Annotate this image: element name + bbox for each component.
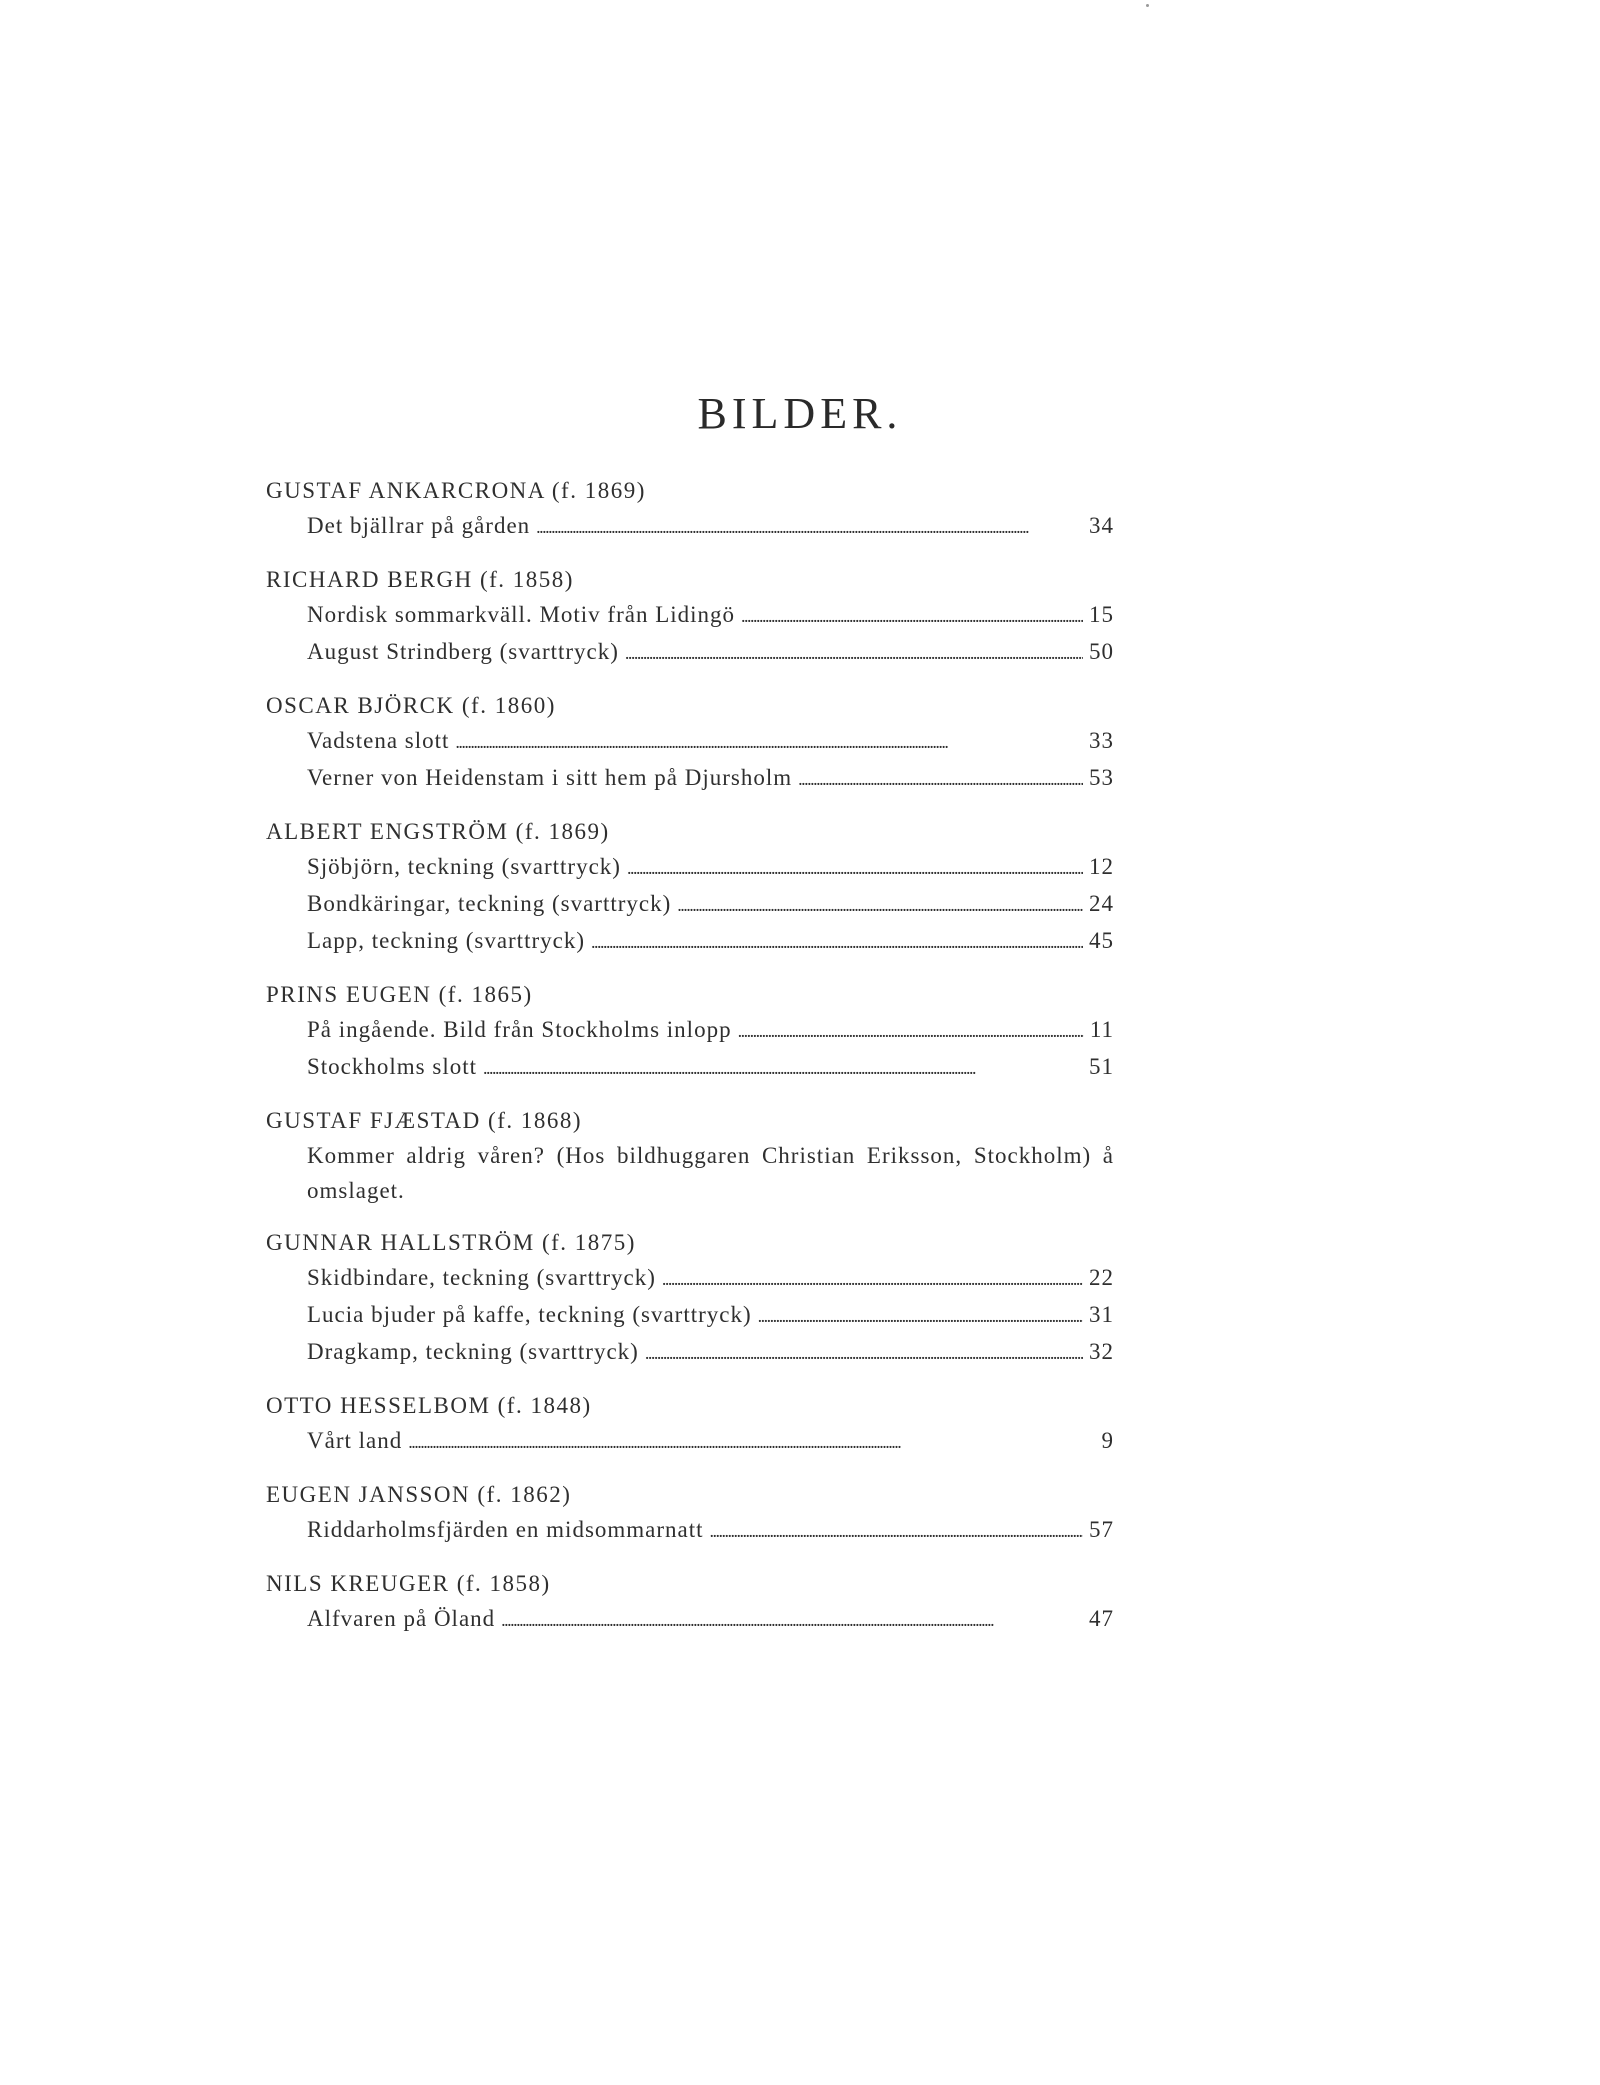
dot-leader	[645, 1334, 1083, 1371]
page-number: 45	[1089, 928, 1114, 953]
page-number: 22	[1089, 1265, 1114, 1290]
dot-leader	[591, 923, 1083, 960]
entry-note: Kommer aldrig våren? (Hos bildhuggaren Christian Eriksson, Stockholm) å omslaget.	[307, 1143, 1114, 1203]
entry-title: Bondkäringar, teckning (svarttryck)	[307, 891, 672, 916]
entry-title: Nordisk sommarkväll. Motiv från Lidingö	[307, 602, 736, 627]
section-hallstrom	[266, 1225, 1114, 1371]
entry-title: Sjöbjörn, teckning (svarttryck)	[307, 854, 621, 879]
page-number: 12	[1089, 854, 1114, 879]
list-item	[266, 1334, 1114, 1371]
artist-heading: NILS KREUGER (f. 1858)	[266, 1571, 551, 1596]
entry-title: Riddarholmsfjärden en midsommarnatt	[307, 1517, 704, 1542]
entry-title: Vadstena slott	[307, 728, 450, 753]
page-number: 11	[1089, 1017, 1114, 1042]
list-item	[266, 1423, 1114, 1460]
list-item	[266, 1297, 1114, 1334]
page-number: 15	[1089, 602, 1114, 627]
page-title: BILDER.	[697, 389, 903, 438]
artist-heading: GUSTAF FJÆSTAD (f. 1868)	[266, 1108, 583, 1133]
entry-title: Lucia bjuder på kaffe, teckning (svarttryck)	[307, 1302, 752, 1327]
entry-title: Stockholms slott	[307, 1054, 477, 1079]
page-number: 51	[1089, 1054, 1114, 1079]
entry-title: Lapp, teckning (svarttryck)	[307, 928, 585, 953]
list-item	[266, 723, 1114, 760]
list-item	[266, 597, 1114, 634]
list-item	[266, 1512, 1114, 1549]
dot-leader	[536, 508, 1083, 545]
section-hesselbom	[266, 1388, 1114, 1460]
dot-leader	[662, 1260, 1083, 1297]
dot-leader	[625, 634, 1083, 671]
page-number: 47	[1089, 1606, 1114, 1631]
section-prins-eugen	[266, 977, 1114, 1086]
page-number: 24	[1089, 891, 1114, 916]
entry-title: På ingående. Bild från Stockholms inlopp	[307, 1017, 732, 1042]
list-item	[266, 1260, 1114, 1297]
dot-leader	[677, 886, 1083, 923]
page-number: 32	[1089, 1339, 1114, 1364]
section-bjorck	[266, 688, 1114, 797]
page-number: 33	[1089, 728, 1114, 753]
dot-leader	[501, 1601, 1083, 1638]
list-item	[266, 923, 1114, 960]
dot-leader	[741, 597, 1083, 634]
artist-heading: ALBERT ENGSTRÖM (f. 1869)	[266, 819, 610, 844]
list-item	[266, 886, 1114, 923]
list-item	[266, 508, 1114, 545]
list-item	[266, 1012, 1114, 1049]
entry-title: Skidbindare, teckning (svarttryck)	[307, 1265, 656, 1290]
paper-speck	[1146, 4, 1149, 7]
section-bergh	[266, 562, 1114, 671]
list-item	[266, 1601, 1114, 1638]
dot-leader	[408, 1423, 1084, 1460]
artist-heading: OTTO HESSELBOM (f. 1848)	[266, 1393, 592, 1418]
entry-title: Alfvaren på Öland	[307, 1606, 496, 1631]
artist-heading: OSCAR BJÖRCK (f. 1860)	[266, 693, 556, 718]
list-item	[266, 760, 1114, 797]
dot-leader	[483, 1049, 1083, 1086]
page-number: 34	[1089, 513, 1114, 538]
artist-heading: GUNNAR HALLSTRÖM (f. 1875)	[266, 1230, 636, 1255]
artist-heading: RICHARD BERGH (f. 1858)	[266, 567, 574, 592]
dot-leader	[710, 1512, 1083, 1549]
dot-leader	[798, 760, 1083, 797]
entry-title: Det bjällrar på gården	[307, 513, 531, 538]
page-number: 57	[1089, 1517, 1114, 1542]
section-engstrom	[266, 814, 1114, 960]
section-fjaestad	[266, 1103, 1114, 1208]
page-number: 53	[1089, 765, 1114, 790]
artist-heading: PRINS EUGEN (f. 1865)	[266, 982, 533, 1007]
entry-title: Dragkamp, teckning (svarttryck)	[307, 1339, 639, 1364]
page-number: 9	[1101, 1428, 1114, 1453]
dot-leader	[455, 723, 1083, 760]
section-ankarcrona	[266, 473, 1114, 545]
artist-heading: GUSTAF ANKARCRONA (f. 1869)	[266, 478, 646, 503]
page-number: 31	[1089, 1302, 1114, 1327]
list-item	[266, 634, 1114, 671]
page-number: 50	[1089, 639, 1114, 664]
illustration-index	[266, 473, 1114, 1655]
section-jansson	[266, 1477, 1114, 1549]
entry-title: Verner von Heidenstam i sitt hem på Djursholm	[307, 765, 793, 790]
entry-title: August Strindberg (svarttryck)	[307, 639, 619, 664]
dot-leader	[738, 1012, 1084, 1049]
entry-title: Vårt land	[307, 1428, 403, 1453]
dot-leader	[627, 849, 1083, 886]
section-kreuger	[266, 1566, 1114, 1638]
artist-heading: EUGEN JANSSON (f. 1862)	[266, 1482, 572, 1507]
dot-leader	[758, 1297, 1083, 1334]
list-item	[266, 1049, 1114, 1086]
list-item	[266, 849, 1114, 886]
